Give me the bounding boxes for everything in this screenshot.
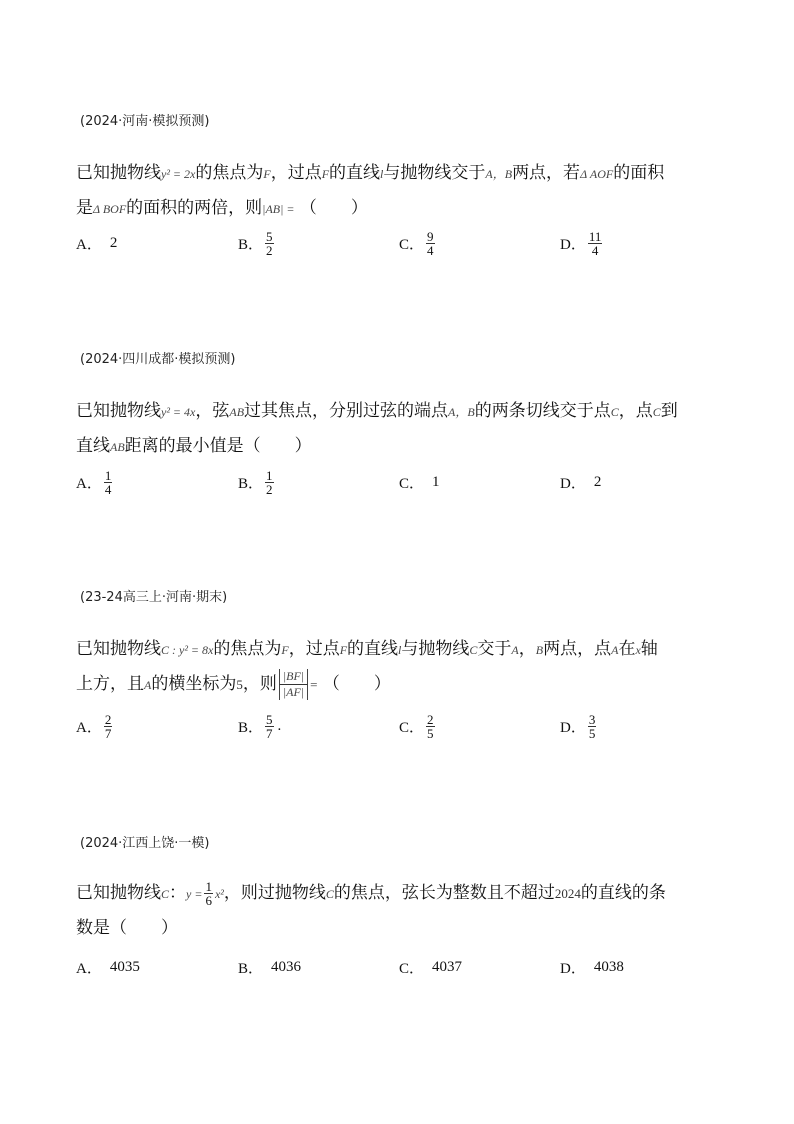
- option-d[interactable]: D． 2: [560, 473, 602, 492]
- answer-options: [76, 708, 726, 748]
- option-b[interactable]: B． $\frac{1}{2}$: [238, 467, 273, 497]
- option-a[interactable]: A． $\frac{2}{7}$: [76, 711, 112, 741]
- option-a[interactable]: A． 2: [76, 234, 118, 253]
- question-source: (2024·四川成都·模拟预测): [80, 352, 236, 367]
- fraction: $\frac{11}{4}$: [588, 228, 602, 258]
- fraction: $\frac{1}{2}$: [266, 467, 273, 497]
- option-c[interactable]: C． $\frac{2}{5}$: [399, 711, 434, 741]
- question-stem: 已知抛物线y² = 2x的焦点为F，过点F的直线l与抛物线交于A，B两点，若Δ AOF的面积 是Δ BOF的面积的两倍，则|AB| = （ ）: [76, 163, 665, 218]
- option-a[interactable]: A． 4035: [76, 958, 140, 977]
- option-c[interactable]: C． 1: [399, 473, 440, 492]
- fraction: $\frac{1}{4}$: [104, 467, 112, 497]
- fraction: $\frac{2}{5}$: [427, 711, 434, 741]
- question-source: (2024·河南·模拟预测): [80, 114, 210, 129]
- option-b[interactable]: B． $\frac{5}{2}$: [238, 228, 273, 258]
- option-b[interactable]: B． 4036: [238, 958, 302, 977]
- question-source: (2024·江西上饶·一模): [80, 836, 210, 851]
- option-c[interactable]: C． $\frac{9}{4}$: [399, 228, 434, 258]
- option-a[interactable]: A． $\frac{1}{4}$: [76, 467, 112, 497]
- option-d[interactable]: D． $\frac{3}{5}$: [560, 711, 596, 741]
- question-source: (23-24高三上·河南·期末): [80, 590, 228, 605]
- option-d[interactable]: D． 4038: [560, 958, 624, 977]
- answer-options: [76, 464, 726, 504]
- question-stem: 已知抛物线C：y = $\frac{1}{6}$ x²，则过抛物线C的焦点，弦长为整数且不超过2024的直线的条 数是（ ）: [76, 878, 666, 938]
- question-stem: 已知抛物线y² = 4x，弦AB过其焦点，分别过弦的端点A，B的两条切线交于点C，点C到 直线AB距离的最小值是（ ）: [76, 401, 678, 456]
- fraction: $\frac{5}{2}$: [266, 228, 273, 258]
- fraction: $\frac{3}{5}$: [588, 711, 596, 741]
- fraction: $\frac{1}{6}$: [205, 878, 212, 908]
- ratio-fraction: $\frac{|BF|}{|AF|}$: [279, 669, 308, 700]
- answer-options: [76, 225, 726, 265]
- fraction: $\frac{5}{7}$: [266, 711, 273, 741]
- question-stem: 已知抛物线C : y² = 8x的焦点为F，过点F的直线l与抛物线C交于A，B两点，点A在x轴 上方，且A的横坐标为5，则 $\frac{|BF|}{|AF|}$ = （ ）: [76, 639, 658, 699]
- option-b[interactable]: B． $\frac{5}{7}$ .: [238, 711, 282, 741]
- answer-options: [76, 949, 726, 989]
- option-d[interactable]: D． $\frac{11}{4}$: [560, 228, 602, 258]
- fraction: $\frac{9}{4}$: [427, 228, 434, 258]
- option-c[interactable]: C． 4037: [399, 958, 463, 977]
- fraction: $\frac{2}{7}$: [104, 711, 112, 741]
